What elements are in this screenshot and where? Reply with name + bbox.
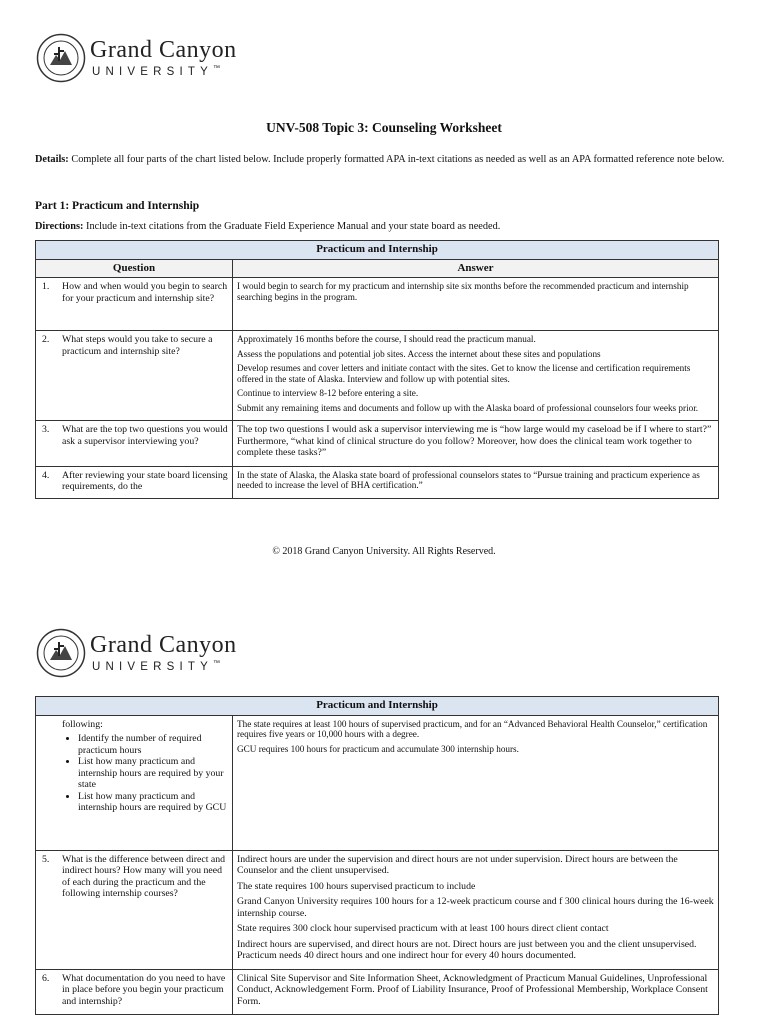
table-row: 5. What is the difference between direct and indirect hours? How many will you need of each during the practicum and the following internship courses? Indirect hours are under the supervision and direct hours are not under supervision. Direct hours are between the Counselor and the client unsupervised. The state requires 100 hours supervised practicum to include Grand Canyon University requires 100 hours for a 12-week practicum course and f 300 clinical hours during the 16-week internship course. State requires 300 clock hour supervised practicum with at least 100 hours direct client contact Indirect hours are supervised, and direct hours are not. Direct hours are just between you and the client unsupervised. Practicum needs 40 direct hours and one indirect hour for every 40 hours documented. xyxy=(36,850,719,969)
table-row xyxy=(36,715,719,850)
brand-name: Grand Canyon xyxy=(90,36,237,63)
answer-text: Grand Canyon University requires 100 hours for a 12-week practicum course and f 300 clinical hours during the 16-week internship course. xyxy=(237,896,714,919)
practicum-table-page1 xyxy=(35,240,719,499)
question-text: After reviewing your state board licensing requirements, do the xyxy=(62,469,228,492)
table-row: 2. What steps would you take to secure a practicum and internship site? Approximately 16 months before the course, I should read the practicum manual. Assess the populations and potential job sites. Access the internet about these sites and populations Develop resumes and cover letters and initiate contact with the sites. Get to know the license and certification requirements offered in the state of Alaska. Interview and follow up with potential sites. Continue to interview 8-12 before entering a site. Submit any remaining items and documents and follow up with the Alaska board of professional counselors four weeks prior. xyxy=(36,331,719,421)
brand-subtitle: UNIVERSITY™ xyxy=(92,659,221,673)
answer-text: The state requires at least 100 hours of supervised practicum, and for an “Advanced Behavioral Health Counselor,” certification requires five years or 10,000 hours with a degree. xyxy=(237,718,708,739)
answer-column-header: Answer xyxy=(233,259,719,278)
practicum-table-page2 xyxy=(35,696,719,1015)
question-text: What is the difference between direct and indirect hours? How many will you need of each during the practicum and the following internship courses? xyxy=(62,853,226,899)
university-seal-icon xyxy=(36,628,86,678)
question-text: What documentation do you need to have in place before you begin your practicum and internship? xyxy=(62,972,226,1007)
question-text: following: xyxy=(62,718,103,730)
answer-text: State requires 300 clock hour supervised practicum with at least 100 hours direct client contact xyxy=(237,923,609,934)
table-row: 1. How and when would you begin to search for your practicum and internship site? I would begin to search for my practicum and internship site six months before the recommended practicum and internship searching begins in the program. xyxy=(36,278,719,331)
question-text: What are the top two questions you would ask a supervisor interviewing you? xyxy=(62,424,228,447)
answer-text: The state requires 100 hours supervised practicum to include xyxy=(237,880,476,892)
answer-text: Continue to interview 8-12 before entering a site. xyxy=(237,388,419,398)
answer-text: Indirect hours are supervised, and direct hours are not. Direct hours are just between you and the client unsupervised. Practicum needs 40 direct hours and one indirect hour for every 40 hours documented. xyxy=(237,938,697,961)
table-row: 4. After reviewing your state board licensing requirements, do the In the state of Alaska, the Alaska state board of professional counselors states to “Pursue training and practicum experience as needed to increase the level of BHA certification.” xyxy=(36,466,719,498)
brand-name: Grand Canyon xyxy=(90,631,237,658)
university-logo xyxy=(36,33,237,83)
answer-text: GCU requires 100 hours for practicum and accumulate 300 internship hours. xyxy=(237,743,519,754)
details-paragraph: Details: Complete all four parts of the chart listed below. Include properly formatted APA in-text citations as needed as well as an APA formatted reference note below. xyxy=(35,154,725,165)
copyright-footer: © 2018 Grand Canyon University. All Rights Reserved. xyxy=(272,546,496,557)
answer-text: In the state of Alaska, the Alaska state board of professional counselors states to “Pursue training and practicum experience as needed to increase the level of BHA certification.” xyxy=(237,469,700,490)
question-text: What steps would you take to secure a practicum and internship site? xyxy=(62,334,213,357)
directions-paragraph: Directions: Include in-text citations from the Graduate Field Experience Manual and your state board as needed. xyxy=(35,221,501,232)
table-band-header: Practicum and Internship xyxy=(36,241,719,260)
requirement-list xyxy=(40,733,228,814)
list-item: • List how many practicum and internship hours are required by your state xyxy=(78,756,228,791)
answer-text: Clinical Site Supervisor and Site Information Sheet, Acknowledgment of Practicum Manual Guidelines, Unprofessional Conduct, Acknowledgement Form. Proof of Liability Insurance, Proof of Professional Membership, Workplace Consent Form. xyxy=(237,972,708,1007)
document-title: UNV-508 Topic 3: Counseling Worksheet xyxy=(266,120,502,135)
answer-text: The top two questions I would ask a supervisor interviewing me is “how large would my caseload be if I where to start?” Furthermore, “what kind of clinical structure do you follow? Moreover, how does the clinical team work together to complete these tasks?” xyxy=(237,424,712,458)
university-logo xyxy=(36,628,237,678)
table-row: 6. What documentation do you need to have in place before you begin your practicum and internship? Clinical Site Supervisor and Site Information Sheet, Acknowledgment of Practicum Manual Guidelines, Unprofessional Conduct, Acknowledgement Form. Proof of Liability Insurance, Proof of Professional Membership, Workplace Consent Form. xyxy=(36,969,719,1015)
answer-text: Develop resumes and cover letters and initiate contact with the sites. Get to know the license and certification requirements offered in the state of Alaska. Interview and follow up with potential sites. xyxy=(237,363,691,384)
list-item: • Identify the number of required practicum hours xyxy=(78,733,228,756)
question-column-header: Question xyxy=(36,259,233,278)
table-band-header: Practicum and Internship xyxy=(36,697,719,716)
answer-text: Indirect hours are under the supervision and direct hours are not under supervision. Direct hours are between the Counselor and the client unsupervised. xyxy=(237,853,678,876)
answer-text: I would begin to search for my practicum and internship site six months before the recommended practicum and internship searching begins in the program. xyxy=(237,281,689,302)
answer-text: Submit any remaining items and documents and follow up with the Alaska board of professional counselors four weeks prior. xyxy=(237,402,699,413)
university-seal-icon xyxy=(36,33,86,83)
list-item: • List how many practicum and internship hours are required by GCU xyxy=(78,791,228,814)
table-row: 3. What are the top two questions you would ask a supervisor interviewing you? The top two questions I would ask a supervisor interviewing me is “how large would my caseload be if I where to start?” Furthermore, “what kind of clinical structure do you follow? Moreover, how does the clinical team work together to complete these tasks?” xyxy=(36,421,719,467)
answer-text: Assess the populations and potential job sites. Access the internet about these sites and populations xyxy=(237,348,601,359)
question-text: How and when would you begin to search for your practicum and internship site? xyxy=(62,281,228,304)
part1-heading: Part 1: Practicum and Internship xyxy=(35,200,200,212)
brand-subtitle: UNIVERSITY™ xyxy=(92,64,221,78)
answer-text: Approximately 16 months before the course, I should read the practicum manual. xyxy=(237,334,536,344)
